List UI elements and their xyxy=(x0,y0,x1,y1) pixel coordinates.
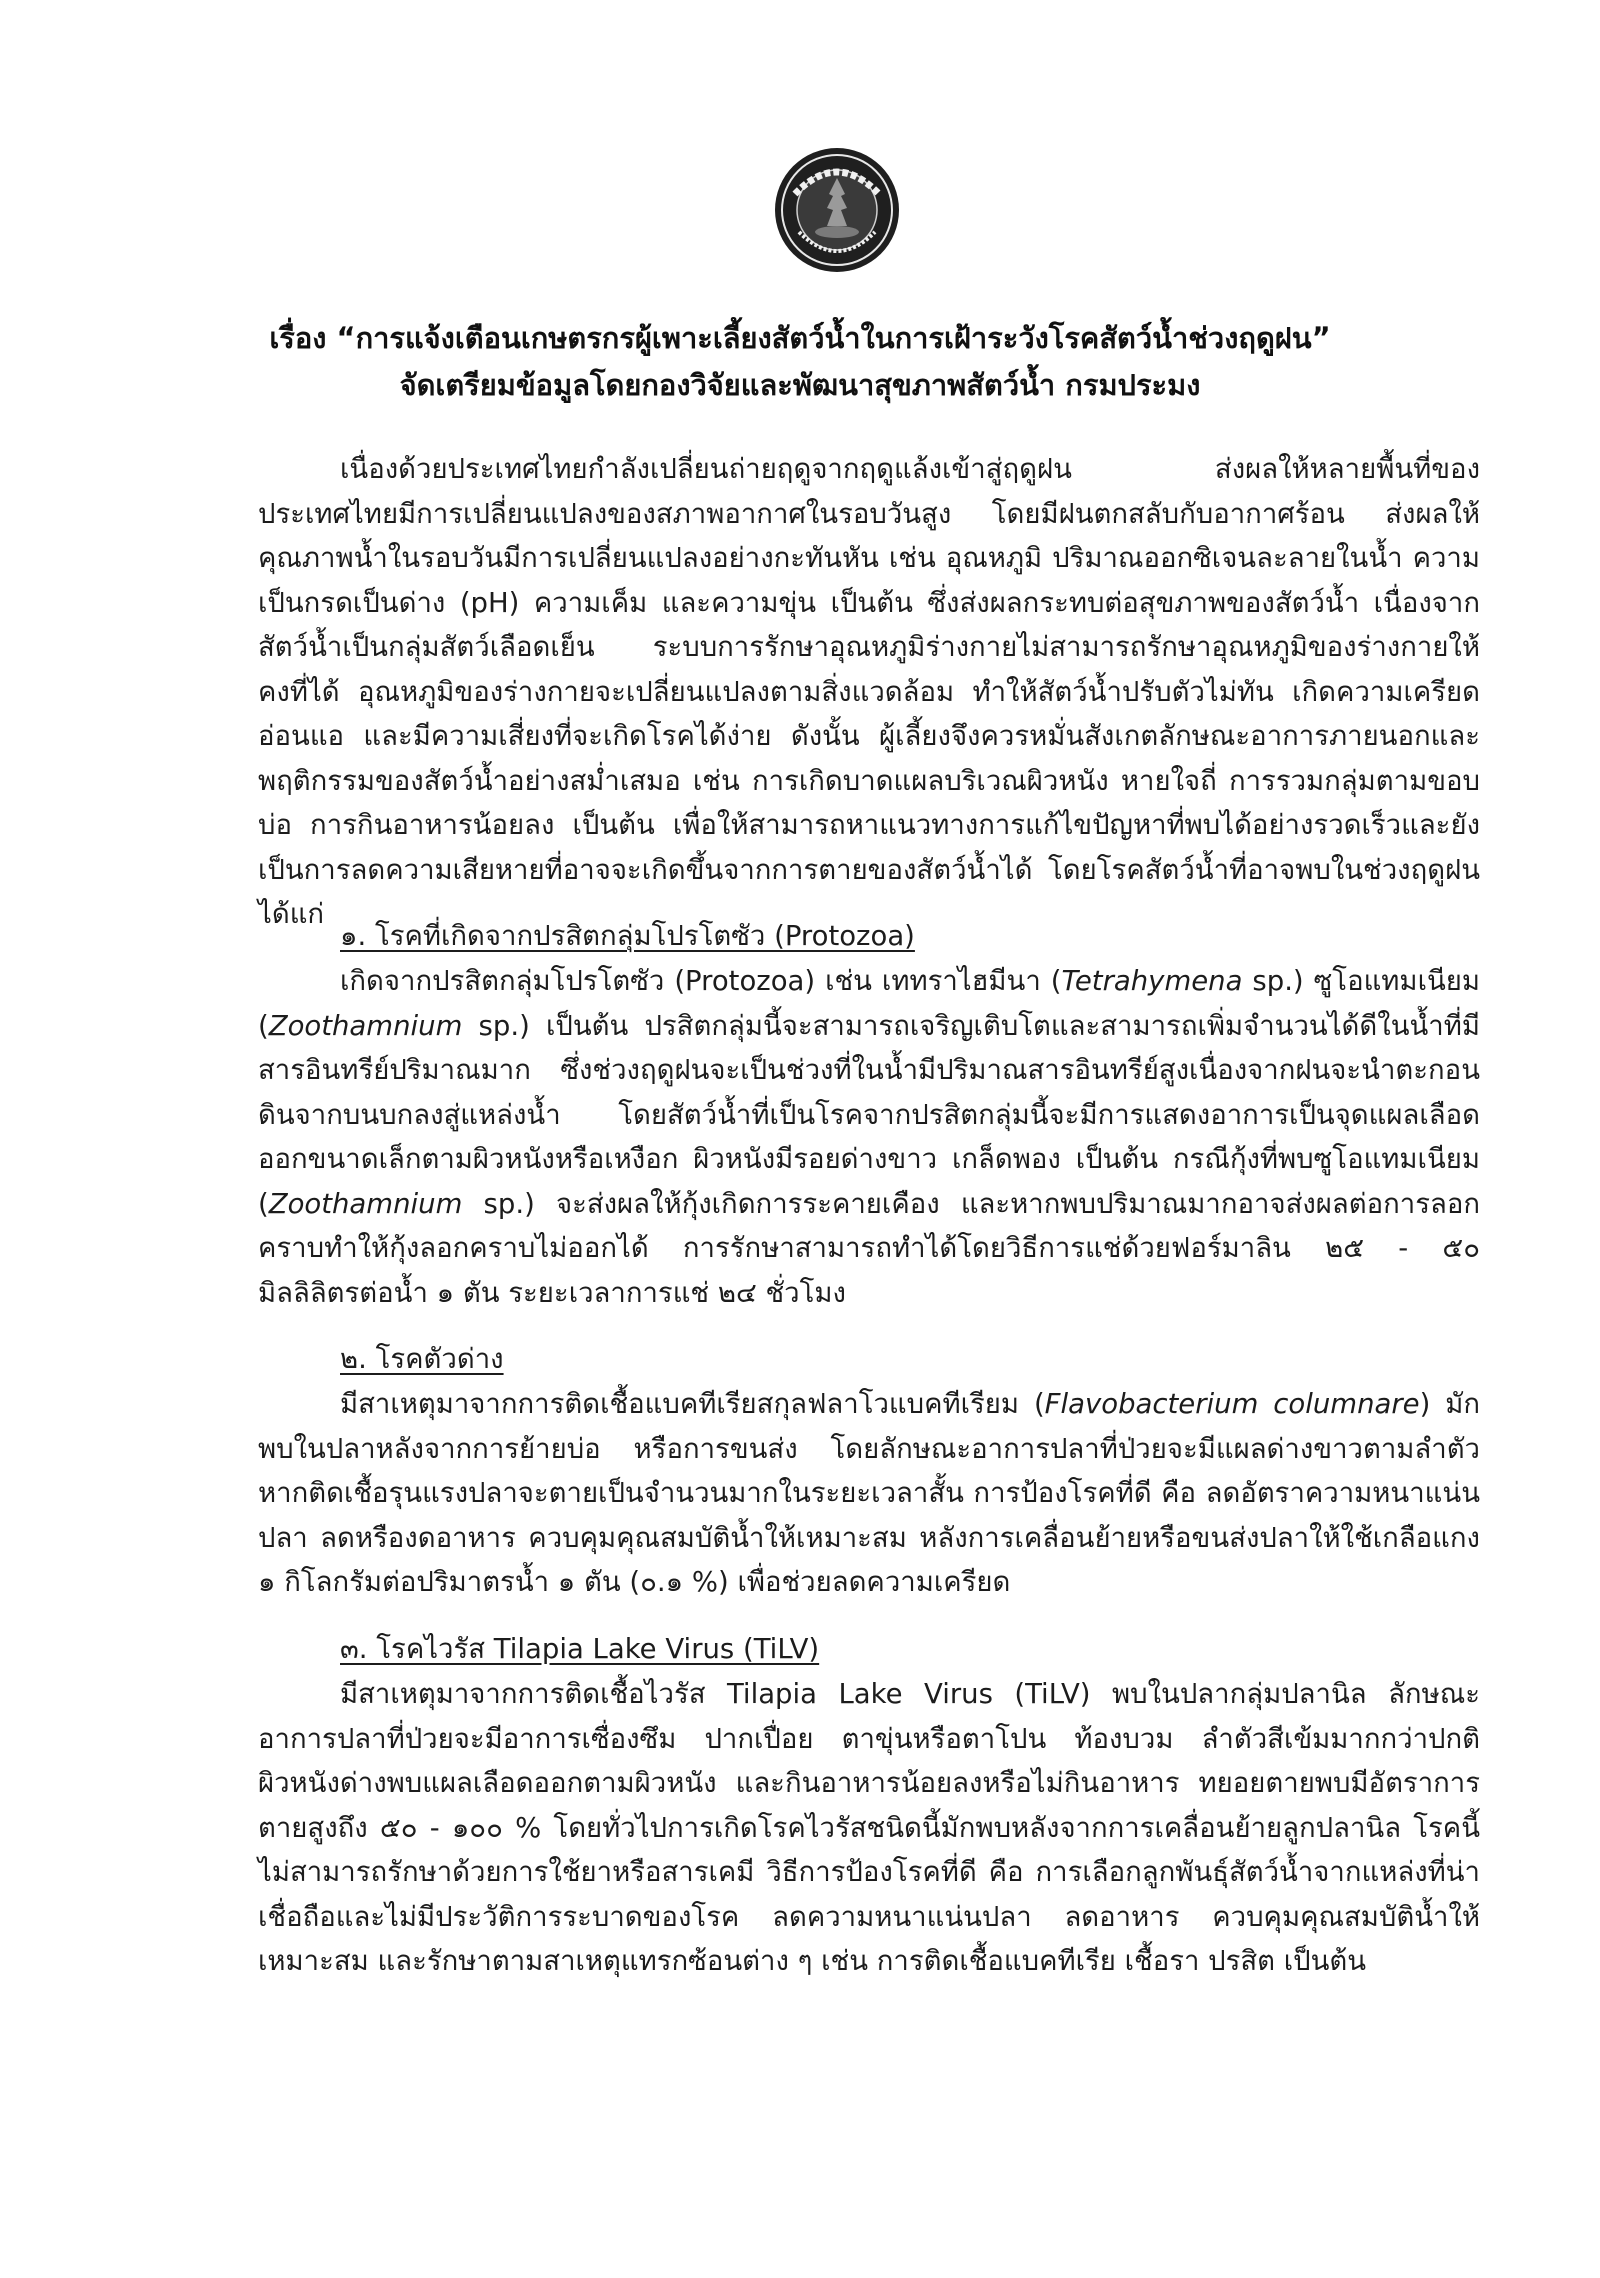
document-subtitle: จัดเตรียมข้อมูลโดยกองวิจัยและพัฒนาสุขภาพสัตว์น้ำ กรมประมง xyxy=(399,368,1201,402)
section-2-heading: ๒. โรคตัวด่าง xyxy=(340,1343,504,1375)
document-title: เรื่อง “การแจ้งเตือนเกษตรกรผู้เพาะเลี้ยงสัตว์น้ำในการเฝ้าระวังโรคสัตว์น้ำช่วงฤดูฝน” xyxy=(269,321,1331,355)
section-3-body: มีสาเหตุมาจากการติดเชื้อไวรัส Tilapia Lake Virus (TiLV) พบในปลากลุ่มปลานิล ลักษณะอาการปลาที่ป่วยจะมีอาการเซื่องซึม ปากเปื่อย ตาขุ่นหรือตาโปน ท้องบวม ลำตัวสีเข้มมากกว่าปกติ ผิวหนังด่างพบแผลเลือดออกตามผิวหนัง และกินอาหารน้อยลงหรือไม่กินอาหาร ทยอยตายพบมีอัตราการตายสูงถึง ๕๐ - ๑๐๐ % โดยทั่วไปการเกิดโรคไวรัสชนิดนี้มักพบหลังจากการเคลื่อนย้ายลูกปลานิล โรคนี้ไม่สามารถรักษาด้วยการใช้ยาหรือสารเคมี วิธีการป้องโรคที่ดี คือ การเลือกลูกพันธุ์สัตว์น้ำจากแหล่งที่น่าเชื่อถือและไม่มีประวัติการระบาดของโรค ลดความหนาแน่นปลา ลดอาหาร ควบคุมคุณสมบัติน้ำให้เหมาะสม และรักษาตามสาเหตุแทรกซ้อนต่าง ๆ เช่น การติดเชื้อแบคทีเรีย เชื้อรา ปรสิต เป็นต้น xyxy=(258,1678,1480,1977)
intro-text: เนื่องด้วยประเทศไทยกำลังเปลี่ยนถ่ายฤดูจากฤดูแล้งเข้าสู่ฤดูฝน ส่งผลให้หลายพื้นที่ของประเทศไทยมีการเปลี่ยนแปลงของสภาพอากาศในรอบวันสูง โดยมีฝนตกสลับกับอากาศร้อน ส่งผลให้คุณภาพน้ำในรอบวันมีการเปลี่ยนแปลงอย่างกะทันหัน เช่น อุณหภูมิ ปริมาณออกซิเจนละลายในน้ำ ความเป็นกรดเป็นด่าง (pH) ความเค็ม และความขุ่น เป็นต้น ซึ่งส่งผลกระทบต่อสุขภาพของสัตว์น้ำ เนื่องจากสัตว์น้ำเป็นกลุ่มสัตว์เลือดเย็น ระบบการรักษาอุณหภูมิร่างกายไม่สามารถรักษาอุณหภูมิของร่างกายให้คงที่ได้ อุณหภูมิของร่างกายจะเปลี่ยนแปลงตามสิ่งแวดล้อม ทำให้สัตว์น้ำปรับตัวไม่ทัน เกิดความเครียด อ่อนแอ และมีความเสี่ยงที่จะเกิดโรคได้ง่าย ดังนั้น ผู้เลี้ยงจึงควรหมั่นสังเกตลักษณะอาการภายนอกและพฤติกรรมของสัตว์น้ำอย่างสม่ำเสมอ เช่น การเกิดบาดแผลบริเวณผิวหนัง หายใจถี่ การรวมกลุ่มตามขอบบ่อ การกินอาหารน้อยลง เป็นต้น เพื่อให้สามารถหาแนวทางการแก้ไขปัญหาที่พบได้อย่างรวดเร็วและยังเป็นการลดความเสียหายที่อาจจะเกิดขึ้นจากการตายของสัตว์น้ำได้ โดยโรคสัตว์น้ำที่อาจพบในช่วงฤดูฝน ได้แก่ xyxy=(258,453,1480,930)
section-3-heading: ๓. โรคไวรัส Tilapia Lake Virus (TiLV) xyxy=(340,1633,820,1665)
intro-paragraph xyxy=(258,447,1480,937)
section-1-body: เกิดจากปรสิตกลุ่มโปรโตซัว (Protozoa) เช่น เททราไฮมีนา (Tetrahymena sp.) ซูโอแทมเนียม (Zoothamnium sp.) เป็นต้น ปรสิตกลุ่มนี้จะสามารถเจริญเติบโตและสามารถเพิ่มจำนวนได้ดีในน้ำที่มีสารอินทรีย์ปริมาณมาก ซึ่งช่วงฤดูฝนจะเป็นช่วงที่ในน้ำมีปริมาณสารอินทรีย์สูงเนื่องจากฝนจะนำตะกอนดินจากบนบกลงสู่แหล่งน้ำ โดยสัตว์น้ำที่เป็นโรคจากปรสิตกลุ่มนี้จะมีการแสดงอาการเป็นจุดแผลเลือดออกขนาดเล็กตามผิวหนังหรือเหงือก ผิวหนังมีรอยด่างขาว เกล็ดพอง เป็นต้น กรณีกุ้งที่พบซูโอแทมเนียม (Zoothamnium sp.) จะส่งผลให้กุ้งเกิดการระคายเคือง และหากพบปริมาณมากอาจส่งผลต่อการลอกคราบทำให้กุ้งลอกคราบไม่ออกได้ การรักษาสามารถทำได้โดยวิธีการแช่ด้วยฟอร์มาลิน ๒๕ - ๕๐ มิลลิลิตรต่อน้ำ ๑ ตัน ระยะเวลาการแช่ ๒๔ ชั่วโมง xyxy=(258,965,1481,1309)
department-seal-logo xyxy=(773,146,901,274)
section-1-heading: ๑. โรคที่เกิดจากปรสิตกลุ่มโปรโตซัว (Protozoa) xyxy=(340,920,915,952)
section-2-body: มีสาเหตุมาจากการติดเชื้อแบคทีเรียสกุลฟลาโวแบคทีเรียม (Flavobacterium columnare) มักพบในปลาหลังจากการย้ายบ่อ หรือการขนส่ง โดยลักษณะอาการปลาที่ป่วยจะมีแผลด่างขาวตามลำตัว หากติดเชื้อรุนแรงปลาจะตายเป็นจำนวนมากในระยะเวลาสั้น การป้องโรคที่ดี คือ ลดอัตราความหนาแน่นปลา ลดหรืองดอาหาร ควบคุมคุณสมบัติน้ำให้เหมาะสม หลังการเคลื่อนย้ายหรือขนส่งปลาให้ใช้เกลือแกง ๑ กิโลกรัมต่อปริมาตรน้ำ ๑ ตัน (๐.๑ %) เพื่อช่วยลดความเครียด xyxy=(258,1388,1480,1598)
